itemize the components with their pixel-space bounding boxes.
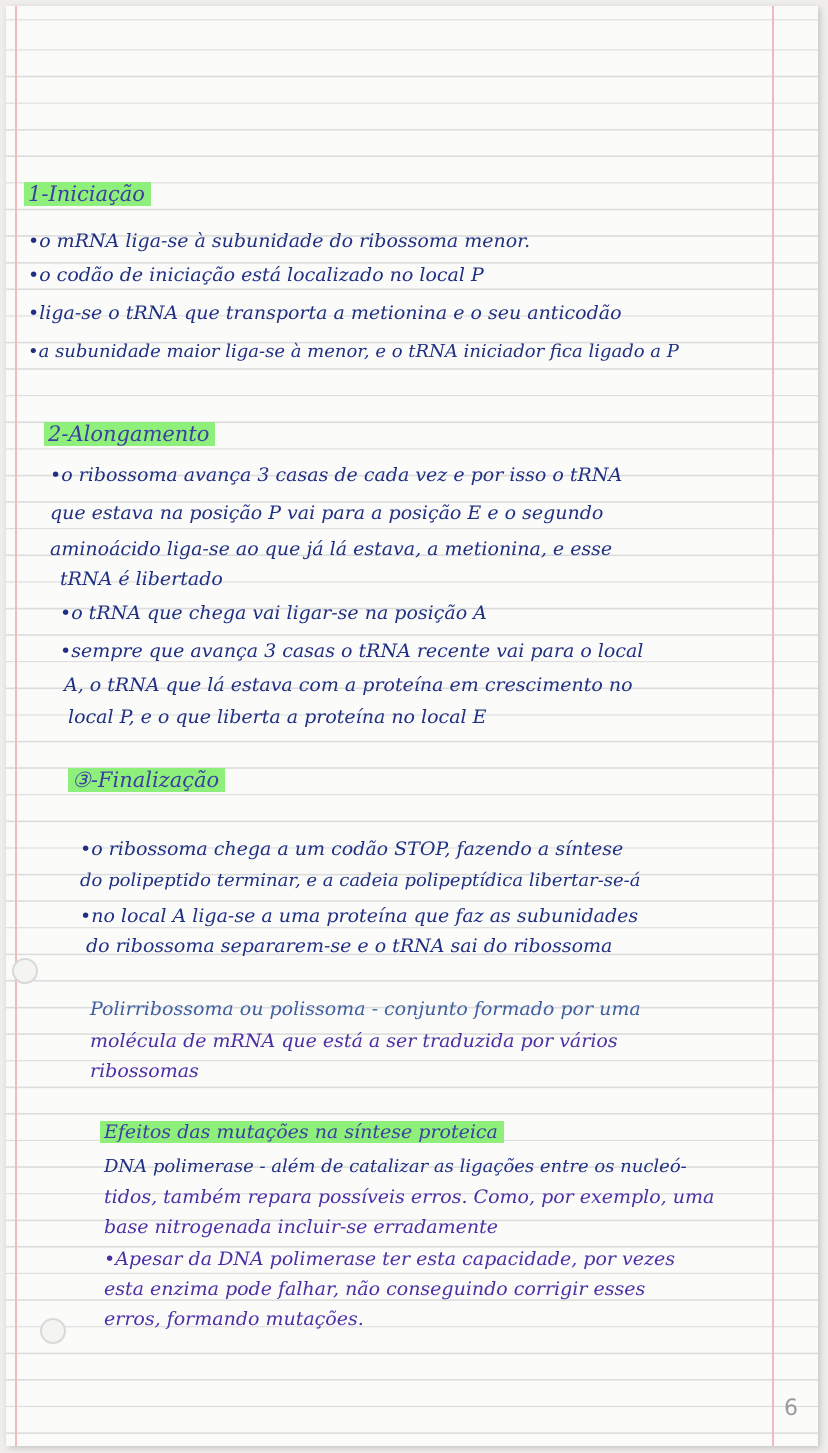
iniciacao-line-4: •a subunidade maior liga-se à menor, e o tRNA iniciador fica ligado a P [28,341,679,362]
efeitos-line-5: esta enzima pode falhar, não conseguindo corrigir esses [104,1278,646,1300]
section-title-iniciacao: 1-Iniciação [24,180,151,208]
punch-hole [40,1318,66,1344]
alongamento-line-2: que estava na posição P vai para a posição E e o segundo [50,502,604,524]
iniciacao-line-3: •liga-se o tRNA que transporta a metionina e o seu anticodão [28,302,622,324]
alongamento-line-4: tRNA é libertado [60,568,223,590]
efeitos-line-4: •Apesar da DNA polimerase ter esta capacidade, por vezes [104,1248,676,1270]
punch-hole [12,958,38,984]
page-number: 6 [784,1396,798,1421]
polirribossoma-line-2: molécula de mRNA que está a ser traduzida por vários [90,1030,618,1052]
finalizacao-line-2: do polipeptido terminar, e a cadeia polipeptídica libertar-se-á [80,870,641,891]
polirribossoma-line-3: ribossomas [90,1060,199,1082]
section-title-alongamento: 2-Alongamento [44,420,215,448]
margin-line-right [772,6,774,1446]
section-title-efeitos: Efeitos das mutações na síntese proteica [100,1118,504,1146]
efeitos-line-1: DNA polimerase - além de catalizar as ligações entre os nucleó- [104,1156,687,1177]
alongamento-line-7: A, o tRNA que lá estava com a proteína em crescimento no [64,674,633,696]
iniciacao-line-1: •o mRNA liga-se à subunidade do ribossoma menor. [28,230,531,252]
finalizacao-line-1: •o ribossoma chega a um codão STOP, fazendo a síntese [80,838,624,860]
iniciacao-line-2: •o codão de iniciação está localizado no local P [28,264,484,286]
alongamento-line-8: local P, e o que liberta a proteína no local E [68,706,487,728]
efeitos-line-6: erros, formando mutações. [104,1308,364,1330]
alongamento-line-3: aminoácido liga-se ao que já lá estava, a metionina, e esse [50,538,613,560]
notebook-page [6,6,818,1446]
alongamento-line-1: •o ribossoma avança 3 casas de cada vez e por isso o tRNA [50,464,623,486]
efeitos-line-2: tidos, também repara possíveis erros. Como, por exemplo, uma [104,1186,715,1208]
finalizacao-line-4: do ribossoma separarem-se e o tRNA sai do ribossoma [86,935,613,957]
section-title-finalizacao: ③-Finalização [68,766,225,794]
efeitos-line-3: base nitrogenada incluir-se erradamente [104,1216,498,1238]
polirribossoma-line-1: Polirribossoma ou polissoma - conjunto formado por uma [90,998,641,1020]
alongamento-line-6: •sempre que avança 3 casas o tRNA recente vai para o local [60,640,644,662]
finalizacao-line-3: •no local A liga-se a uma proteína que faz as subunidades [80,905,639,927]
margin-line-left [15,6,17,1446]
alongamento-line-5: •o tRNA que chega vai ligar-se na posição A [60,602,487,624]
